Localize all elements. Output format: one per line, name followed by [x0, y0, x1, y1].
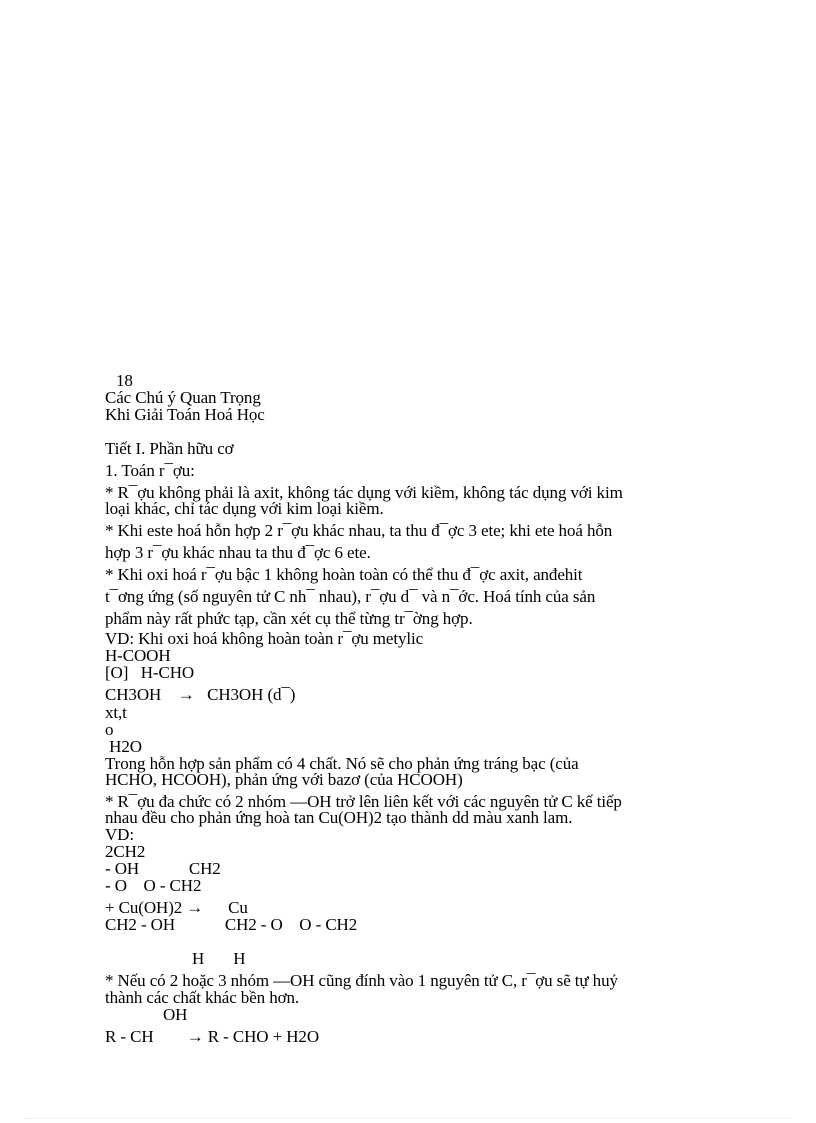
paragraph-6-line-1: * Nếu có 2 hoặc 3 nhóm —OH cũng đính vào 1 nguyên tử C, r¯ợu sẽ tự huỷ: [105, 971, 618, 990]
example-2-line-4: - O O - CH2: [105, 876, 202, 895]
paragraph-2-line-2: hợp 3 r¯ợu khác nhau ta thu đ¯ợc 6 ete.: [105, 543, 371, 562]
example-3-line-1: OH: [163, 1005, 188, 1024]
example-1-line-6: o: [105, 720, 114, 739]
example-2-line-1: VD:: [105, 825, 134, 844]
paragraph-1-line-2: loại khác, chỉ tác dụng với kim loại kiềm.: [105, 499, 384, 518]
example-1-line-1: VD: Khi oxi hoá không hoàn toàn r¯ợu metylic: [105, 629, 424, 648]
page-footer-rule: [24, 1118, 792, 1119]
example-2-line-3: - OH CH2: [105, 859, 221, 878]
paragraph-6-line-2: thành các chất khác bền hơn.: [105, 988, 300, 1007]
example-1-line-7: H2O: [105, 737, 142, 756]
paragraph-4-line-2: HCHO, HCOOH), phản ứng với bazơ (của HCOOH): [105, 770, 463, 789]
example-3-line-2: R - CH → R - CHO + H2O: [105, 1027, 319, 1046]
example-1-line-3: [O] H-CHO: [105, 663, 195, 682]
document-title-line-2: Khi Giải Toán Hoá Học: [105, 405, 265, 424]
section-heading: Tiết I. Phần hữu cơ: [105, 439, 234, 458]
page-number: 18: [116, 371, 133, 390]
example-2-line-2: 2CH2: [105, 842, 146, 861]
paragraph-2-line-1: * Khi este hoá hỗn hợp 2 r¯ợu khác nhau, ta thu đ¯ợc 3 ete; khi ete hoá hỗn: [105, 521, 613, 540]
example-1-line-4: CH3OH → CH3OH (d¯): [105, 685, 296, 704]
paragraph-5-line-2: nhau đều cho phản ứng hoà tan Cu(OH)2 tạo thành dd màu xanh lam.: [105, 808, 573, 827]
document-title-line-1: Các Chú ý Quan Trọng: [105, 388, 261, 407]
example-1-line-5: xt,t: [105, 703, 127, 722]
paragraph-3-line-2: t¯ơng ứng (số nguyên tử C nh¯ nhau), r¯ợu d¯ và n¯ớc. Hoá tính của sản: [105, 587, 596, 606]
subsection-heading: 1. Toán r¯ợu:: [105, 461, 195, 480]
paragraph-3-line-1: * Khi oxi hoá r¯ợu bậc 1 không hoàn toàn có thể thu đ¯ợc axit, anđehit: [105, 565, 583, 584]
example-1-line-2: H-COOH: [105, 646, 171, 665]
paragraph-4-line-1: Trong hỗn hợp sản phẩm có 4 chất. Nó sẽ cho phản ứng tráng bạc (của: [105, 754, 579, 773]
example-2-line-6: CH2 - OH CH2 - O O - CH2: [105, 915, 358, 934]
example-2-line-5: + Cu(OH)2 → Cu: [105, 898, 248, 917]
paragraph-3-line-3: phẩm này rất phức tạp, cần xét cụ thể từng tr¯ờng hợp.: [105, 609, 473, 628]
paragraph-5-line-1: * R¯ợu đa chức có 2 nhóm —OH trở lên liên kết với các nguyên tử C kế tiếp: [105, 792, 622, 811]
example-2-line-7: H H: [192, 949, 246, 968]
paragraph-1-line-1: * R¯ợu không phải là axit, không tác dụng với kiềm, không tác dụng với kim: [105, 483, 623, 502]
